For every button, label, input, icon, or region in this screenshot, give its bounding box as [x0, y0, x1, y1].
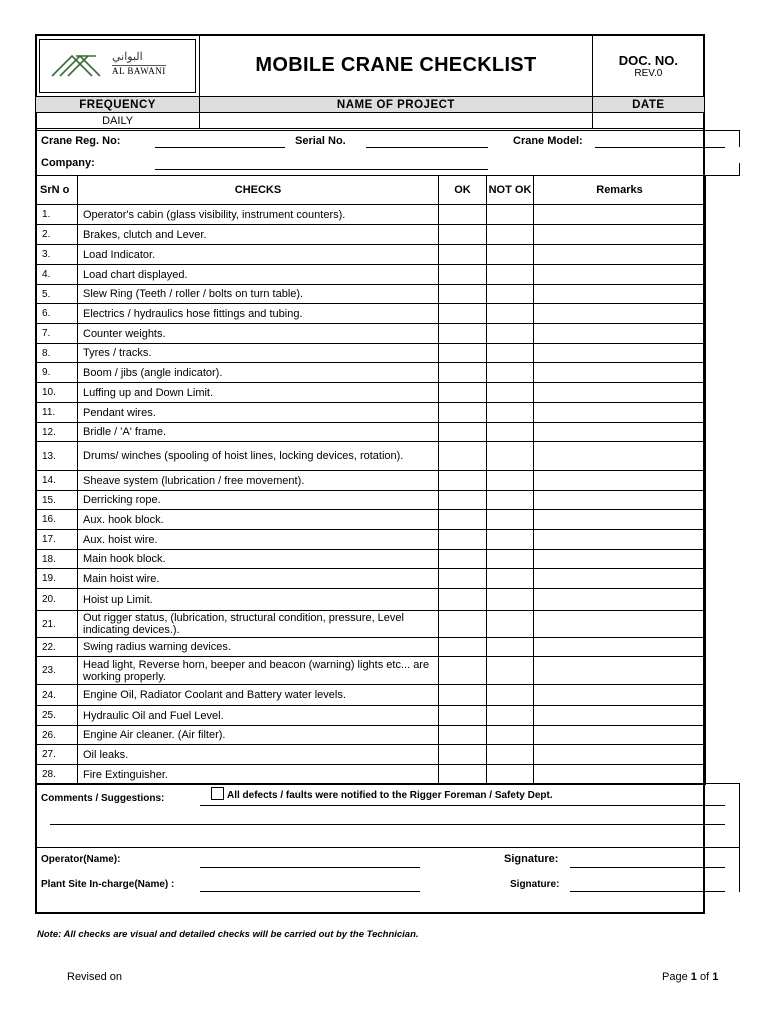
- row-number: 28.: [36, 765, 78, 785]
- ok-cell[interactable]: [439, 491, 487, 510]
- row-check-text: Drums/ winches (spooling of hoist lines, locking devices, rotation).: [78, 442, 439, 471]
- crane-reg-label: Crane Reg. No:: [41, 135, 121, 147]
- not-ok-cell[interactable]: [487, 423, 534, 442]
- row-check-text: Boom / jibs (angle indicator).: [78, 363, 439, 383]
- ok-cell[interactable]: [439, 363, 487, 383]
- ok-cell[interactable]: [439, 324, 487, 344]
- row-number: 19.: [36, 569, 78, 589]
- ok-cell[interactable]: [439, 471, 487, 491]
- table-row: [36, 442, 706, 471]
- ok-cell[interactable]: [439, 685, 487, 706]
- row-number: 27.: [36, 745, 78, 765]
- signature-field-1[interactable]: [570, 867, 725, 868]
- note: Note: All checks are visual and detailed checks will be carried out by the Technician.: [37, 929, 419, 940]
- remarks-cell[interactable]: [534, 383, 706, 403]
- frequency-header: FREQUENCY: [36, 97, 200, 113]
- ok-cell[interactable]: [439, 225, 487, 245]
- table-row: [36, 726, 706, 745]
- row-check-text: Engine Oil, Radiator Coolant and Battery water levels.: [78, 685, 439, 706]
- not-ok-cell[interactable]: [487, 471, 534, 491]
- row-number: 26.: [36, 726, 78, 745]
- not-ok-cell[interactable]: [487, 403, 534, 423]
- row-check-text: Pendant wires.: [78, 403, 439, 423]
- row-check-text: Load Indicator.: [78, 245, 439, 265]
- row-number: 13.: [36, 442, 78, 471]
- table-row: [36, 611, 706, 638]
- not-ok-cell[interactable]: [487, 324, 534, 344]
- table-row: [36, 765, 706, 785]
- row-check-text: Slew Ring (Teeth / roller / bolts on turn table).: [78, 285, 439, 304]
- comments-line-1[interactable]: [200, 805, 725, 806]
- row-check-text: Head light, Reverse horn, beeper and beacon (warning) lights etc... are working properly.: [78, 657, 439, 685]
- table-row: [36, 569, 706, 589]
- table-row: [36, 423, 706, 442]
- row-number: 21.: [36, 611, 78, 638]
- remarks-cell[interactable]: [534, 225, 706, 245]
- remarks-cell[interactable]: [534, 530, 706, 550]
- remarks-cell[interactable]: [534, 363, 706, 383]
- not-ok-cell[interactable]: [487, 510, 534, 530]
- remarks-cell[interactable]: [534, 471, 706, 491]
- remarks-cell[interactable]: [534, 765, 706, 785]
- table-row: [36, 383, 706, 403]
- page-number: [662, 971, 718, 983]
- divider: [739, 130, 740, 147]
- table-row: [36, 657, 706, 685]
- col-checks: CHECKS: [78, 176, 439, 205]
- not-ok-cell[interactable]: [487, 765, 534, 785]
- crane-reg-field[interactable]: [155, 147, 285, 148]
- row-number: 14.: [36, 471, 78, 491]
- header-table: [35, 34, 705, 129]
- table-row: [36, 225, 706, 245]
- not-ok-cell[interactable]: [487, 530, 534, 550]
- row-check-text: Luffing up and Down Limit.: [78, 383, 439, 403]
- row-check-text: Sheave system (lubrication / free movement).: [78, 471, 439, 491]
- row-number: 18.: [36, 550, 78, 569]
- row-check-text: Electrics / hydraulics hose fittings and tubing.: [78, 304, 439, 324]
- divider: [739, 783, 740, 848]
- row-number: 16.: [36, 510, 78, 530]
- divider: [739, 847, 740, 892]
- ok-cell[interactable]: [439, 304, 487, 324]
- not-ok-cell[interactable]: [487, 611, 534, 638]
- table-row: [36, 706, 706, 726]
- table-row: [36, 471, 706, 491]
- remarks-cell[interactable]: [534, 550, 706, 569]
- not-ok-cell[interactable]: [487, 726, 534, 745]
- date-value[interactable]: [592, 113, 704, 129]
- not-ok-cell[interactable]: [487, 589, 534, 611]
- table-row: [36, 403, 706, 423]
- row-check-text: Aux. hoist wire.: [78, 530, 439, 550]
- row-check-text: Operator's cabin (glass visibility, instrument counters).: [78, 205, 439, 225]
- row-check-text: Bridle / 'A' frame.: [78, 423, 439, 442]
- remarks-cell[interactable]: [534, 726, 706, 745]
- incharge-label: Plant Site In-charge(Name) :: [41, 879, 175, 890]
- col-remarks: Remarks: [534, 176, 706, 205]
- remarks-cell[interactable]: [534, 324, 706, 344]
- row-check-text: Swing radius warning devices.: [78, 638, 439, 657]
- row-number: 7.: [36, 324, 78, 344]
- col-notok: NOT OK: [487, 176, 534, 205]
- remarks-cell[interactable]: [534, 657, 706, 685]
- remarks-cell[interactable]: [534, 344, 706, 363]
- company-label: Company:: [41, 157, 95, 169]
- ok-cell[interactable]: [439, 265, 487, 285]
- table-row: [36, 363, 706, 383]
- not-ok-cell[interactable]: [487, 550, 534, 569]
- not-ok-cell[interactable]: [487, 638, 534, 657]
- table-row: [36, 685, 706, 706]
- row-check-text: Aux. hook block.: [78, 510, 439, 530]
- crane-model-field[interactable]: [595, 147, 725, 148]
- comments-line-2[interactable]: [50, 824, 725, 825]
- row-check-text: Brakes, clutch and Lever.: [78, 225, 439, 245]
- ok-cell[interactable]: [439, 510, 487, 530]
- ok-cell[interactable]: [439, 403, 487, 423]
- remarks-cell[interactable]: [534, 265, 706, 285]
- row-number: 25.: [36, 706, 78, 726]
- row-check-text: Main hook block.: [78, 550, 439, 569]
- logo-cell: [36, 35, 200, 97]
- remarks-cell[interactable]: [534, 442, 706, 471]
- logo-arabic: البواني: [112, 50, 143, 63]
- remarks-cell[interactable]: [534, 569, 706, 589]
- table-row: [36, 550, 706, 569]
- remarks-cell[interactable]: [534, 491, 706, 510]
- ok-cell[interactable]: [439, 745, 487, 765]
- frequency-value: DAILY: [36, 113, 200, 129]
- table-row: [36, 265, 706, 285]
- row-check-text: Oil leaks.: [78, 745, 439, 765]
- remarks-cell[interactable]: [534, 403, 706, 423]
- not-ok-cell[interactable]: [487, 657, 534, 685]
- not-ok-cell[interactable]: [487, 344, 534, 363]
- row-check-text: Engine Air cleaner. (Air filter).: [78, 726, 439, 745]
- ok-cell[interactable]: [439, 423, 487, 442]
- ok-cell[interactable]: [439, 765, 487, 785]
- not-ok-cell[interactable]: [487, 383, 534, 403]
- remarks-cell[interactable]: [534, 510, 706, 530]
- project-header: NAME OF PROJECT: [200, 97, 593, 113]
- remarks-cell[interactable]: [534, 685, 706, 706]
- ok-cell[interactable]: [439, 657, 487, 685]
- row-check-text: Derricking rope.: [78, 491, 439, 510]
- row-number: 20.: [36, 589, 78, 611]
- divider: [35, 783, 740, 784]
- remarks-cell[interactable]: [534, 745, 706, 765]
- not-ok-cell[interactable]: [487, 304, 534, 324]
- ok-cell[interactable]: [439, 611, 487, 638]
- row-number: 11.: [36, 403, 78, 423]
- crane-model-label: Crane Model:: [513, 135, 583, 147]
- row-check-text: Hoist up Limit.: [78, 589, 439, 611]
- page-of: of: [699, 971, 710, 983]
- row-number: 2.: [36, 225, 78, 245]
- signature-label-1: Signature:: [504, 853, 559, 865]
- row-number: 5.: [36, 285, 78, 304]
- row-number: 9.: [36, 363, 78, 383]
- comments-label: Comments / Suggestions:: [41, 793, 165, 804]
- logo-mark-icon: [50, 50, 110, 80]
- ok-cell[interactable]: [439, 344, 487, 363]
- remarks-cell[interactable]: [534, 638, 706, 657]
- row-check-text: Tyres / tracks.: [78, 344, 439, 363]
- page-title: MOBILE CRANE CHECKLIST: [200, 35, 593, 97]
- row-number: 8.: [36, 344, 78, 363]
- divider: [35, 847, 740, 848]
- not-ok-cell[interactable]: [487, 245, 534, 265]
- table-row: [36, 745, 706, 765]
- signature-label-2: Signature:: [510, 879, 560, 890]
- not-ok-cell[interactable]: [487, 685, 534, 706]
- not-ok-cell[interactable]: [487, 442, 534, 471]
- project-value[interactable]: [200, 113, 593, 129]
- remarks-cell[interactable]: [534, 423, 706, 442]
- row-check-text: Load chart displayed.: [78, 265, 439, 285]
- divider: [705, 175, 740, 176]
- serial-label: Serial No.: [295, 135, 346, 147]
- remarks-cell[interactable]: [534, 589, 706, 611]
- table-row: [36, 344, 706, 363]
- col-ok: OK: [439, 176, 487, 205]
- col-srno: SrN o: [36, 176, 78, 205]
- not-ok-cell[interactable]: [487, 225, 534, 245]
- ok-cell[interactable]: [439, 550, 487, 569]
- company-field[interactable]: [155, 169, 488, 170]
- table-row: [36, 324, 706, 344]
- serial-field[interactable]: [366, 147, 488, 148]
- row-number: 12.: [36, 423, 78, 442]
- remarks-cell[interactable]: [534, 205, 706, 225]
- row-check-text: Counter weights.: [78, 324, 439, 344]
- row-number: 23.: [36, 657, 78, 685]
- row-check-text: Hydraulic Oil and Fuel Level.: [78, 706, 439, 726]
- divider: [739, 163, 740, 175]
- not-ok-cell[interactable]: [487, 745, 534, 765]
- revised-on: Revised on: [67, 971, 123, 983]
- remarks-cell[interactable]: [534, 304, 706, 324]
- row-number: 17.: [36, 530, 78, 550]
- divider: [705, 130, 740, 131]
- row-number: 3.: [36, 245, 78, 265]
- checks-table: [35, 175, 706, 785]
- row-number: 15.: [36, 491, 78, 510]
- ok-cell[interactable]: [439, 205, 487, 225]
- doc-no-label: DOC. NO.: [618, 52, 678, 68]
- row-check-text: Fire Extinguisher.: [78, 765, 439, 785]
- signature-field-2[interactable]: [570, 891, 725, 892]
- notified-text: All defects / faults were notified to the Rigger Foreman / Safety Dept.: [227, 790, 553, 801]
- page-total: 1: [712, 971, 719, 983]
- ok-cell[interactable]: [439, 530, 487, 550]
- logo-name: AL BAWANI: [112, 65, 166, 76]
- row-check-text: Out rigger status, (lubrication, structural condition, pressure, Level indicating devices.).: [78, 611, 439, 638]
- row-number: 6.: [36, 304, 78, 324]
- not-ok-cell[interactable]: [487, 491, 534, 510]
- not-ok-cell[interactable]: [487, 706, 534, 726]
- ok-cell[interactable]: [439, 383, 487, 403]
- not-ok-cell[interactable]: [487, 265, 534, 285]
- row-number: 1.: [36, 205, 78, 225]
- operator-field[interactable]: [200, 867, 420, 868]
- ok-cell[interactable]: [439, 285, 487, 304]
- not-ok-cell[interactable]: [487, 285, 534, 304]
- table-row: [36, 245, 706, 265]
- ok-cell[interactable]: [439, 245, 487, 265]
- row-number: 22.: [36, 638, 78, 657]
- not-ok-cell[interactable]: [487, 363, 534, 383]
- table-row: [36, 638, 706, 657]
- remarks-cell[interactable]: [534, 285, 706, 304]
- row-number: 10.: [36, 383, 78, 403]
- ok-cell[interactable]: [439, 638, 487, 657]
- table-row: [36, 589, 706, 611]
- operator-label: Operator(Name):: [41, 854, 121, 865]
- row-check-text: Main hoist wire.: [78, 569, 439, 589]
- doc-no-cell: [592, 35, 704, 97]
- page-current: 1: [690, 971, 697, 983]
- not-ok-cell[interactable]: [487, 569, 534, 589]
- remarks-cell[interactable]: [534, 706, 706, 726]
- ok-cell[interactable]: [439, 706, 487, 726]
- notified-checkbox[interactable]: [211, 787, 224, 800]
- ok-cell[interactable]: [439, 726, 487, 745]
- row-number: 24.: [36, 685, 78, 706]
- table-row: [36, 285, 706, 304]
- table-row: [36, 491, 706, 510]
- ok-cell[interactable]: [439, 589, 487, 611]
- table-row: [36, 530, 706, 550]
- logo: [39, 39, 196, 93]
- ok-cell[interactable]: [439, 569, 487, 589]
- ok-cell[interactable]: [439, 442, 487, 471]
- remarks-cell[interactable]: [534, 611, 706, 638]
- row-number: 4.: [36, 265, 78, 285]
- rev-label: REV.0: [634, 67, 663, 79]
- page-prefix: Page: [662, 971, 688, 983]
- incharge-field[interactable]: [200, 891, 420, 892]
- not-ok-cell[interactable]: [487, 205, 534, 225]
- table-row: [36, 304, 706, 324]
- table-row: [36, 510, 706, 530]
- remarks-cell[interactable]: [534, 245, 706, 265]
- table-row: [36, 205, 706, 225]
- date-header: DATE: [592, 97, 704, 113]
